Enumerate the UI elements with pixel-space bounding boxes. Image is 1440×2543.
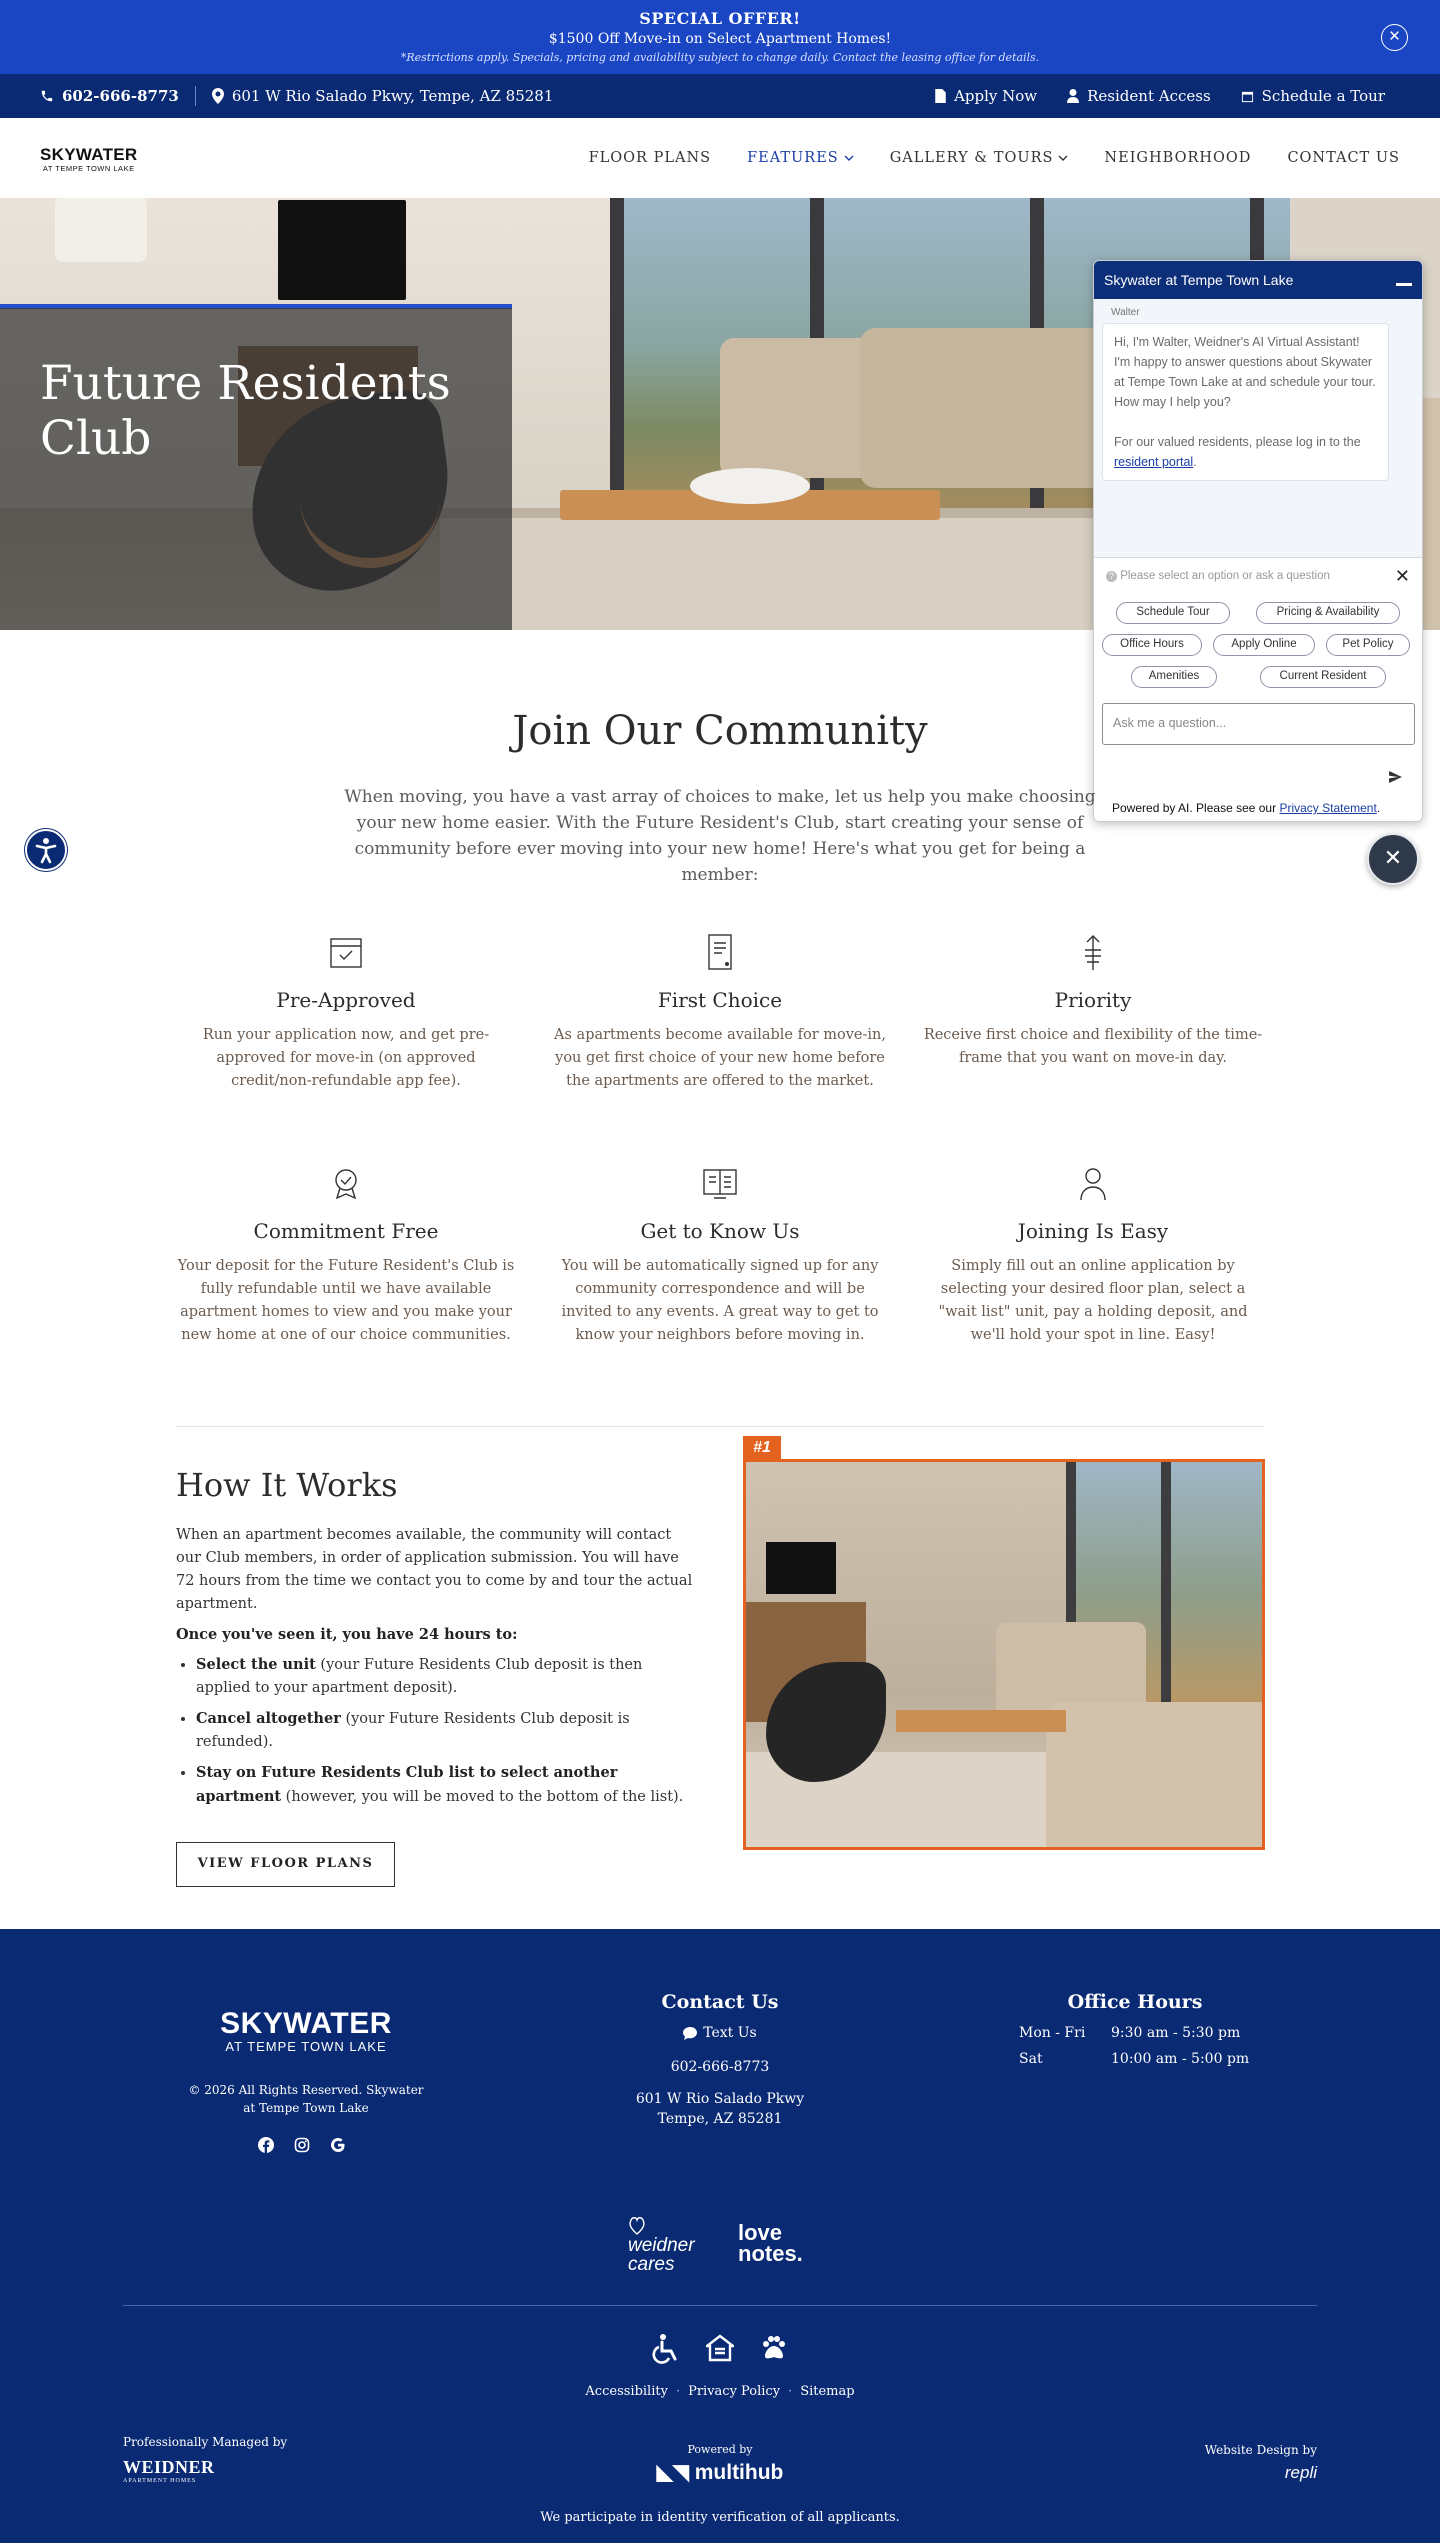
footer-phone[interactable]: 602-666-8773	[670, 2059, 770, 2075]
option-office-hours[interactable]: Office Hours	[1102, 634, 1202, 656]
how-it-works	[176, 1466, 696, 1887]
chat-agent-name: Walter	[1111, 307, 1140, 318]
feature-pre-approved: Pre-Approved Run your application now, and get pre-approved for move-in (on approved credit/non-refundable app fee).	[176, 932, 516, 1093]
resident-access-link[interactable]: Resident Access	[1067, 87, 1211, 105]
privacy-policy-link[interactable]: Privacy Policy	[688, 2384, 781, 2399]
minimize-icon[interactable]	[1396, 283, 1412, 286]
social-links	[258, 2137, 346, 2153]
option-pricing[interactable]: Pricing & Availability	[1256, 602, 1400, 624]
resident-portal-link[interactable]: resident portal	[1114, 455, 1194, 469]
nav-floor-plans[interactable]: FLOOR PLANS	[588, 150, 712, 166]
nav-gallery-tours[interactable]: GALLERY & TOURS	[890, 150, 1069, 166]
option-amenities[interactable]: Amenities	[1131, 666, 1217, 688]
utility-bar	[0, 74, 1440, 118]
calendar-check-icon	[326, 932, 366, 972]
schedule-tour-link[interactable]: Schedule a Tour	[1241, 87, 1385, 105]
option-apply-online[interactable]: Apply Online	[1213, 634, 1315, 656]
document-icon	[700, 932, 740, 972]
feature-get-to-know-us: Get to Know Us You will be automatically signed up for any community correspondence and will be invited to any events. A great way to get to know your neighbors before moving in.	[550, 1163, 890, 1347]
footer-brands	[628, 2212, 808, 2274]
document-icon	[935, 89, 946, 103]
multihub-mark-icon: ◣◥	[656, 2461, 695, 2484]
accessibility-link[interactable]: Accessibility	[585, 2384, 668, 2399]
promo-title: SPECIAL OFFER!	[639, 9, 801, 28]
footer-contact: Contact Us Text Us 602-666-8773 601 W Rio Salado Pkwy Tempe, AZ 85281	[570, 1991, 870, 2129]
site-logo[interactable]: SKYWATER AT TEMPE TOWN LAKE	[40, 145, 138, 173]
google-icon[interactable]	[330, 2137, 346, 2153]
chat-header: Skywater at Tempe Town Lake	[1094, 261, 1422, 299]
person-icon	[1073, 1163, 1113, 1203]
page-title: Future Residents Club	[40, 356, 451, 466]
multihub-logo[interactable]: ◣◥ multihub	[656, 2461, 784, 2484]
address-text: 601 W Rio Salado Pkwy, Tempe, AZ 85281	[231, 87, 554, 105]
feature-first-choice: First Choice As apartments become available for move-in, you get first choice of your new home before the apartments are offered to the market.	[550, 932, 890, 1093]
feature-priority: Priority Receive first choice and flexibility of the time-frame that you want on move-in day.	[923, 932, 1263, 1070]
site-footer	[0, 1929, 1440, 2543]
verification-notice: We participate in identity verification of all applicants.	[540, 2510, 900, 2525]
chat-options	[1094, 557, 1422, 822]
award-icon	[326, 1163, 366, 1203]
chat-disclaimer: Powered by AI. Please see our Privacy Statement.	[1112, 801, 1381, 815]
facebook-icon[interactable]	[258, 2137, 274, 2153]
section-title: Join Our Community	[512, 708, 928, 754]
privacy-statement-link[interactable]: Privacy Statement	[1279, 801, 1377, 815]
compliance-icons	[0, 2334, 1440, 2364]
address-link[interactable]	[212, 87, 554, 105]
nav-features[interactable]: FEATURES	[747, 150, 854, 166]
love-notes-logo[interactable]: love notes.	[738, 2220, 803, 2266]
priority-icon	[1073, 932, 1113, 972]
view-floor-plans-button[interactable]: VIEW FLOOR PLANS	[176, 1842, 395, 1887]
text-us-link[interactable]: Text Us	[570, 2025, 870, 2041]
question-icon: ?	[1106, 571, 1117, 582]
sitemap-link[interactable]: Sitemap	[800, 2384, 855, 2399]
main-nav	[589, 118, 1400, 198]
chat-close-button[interactable]: ✕	[1367, 833, 1419, 885]
feature-commitment-free: Commitment Free Your deposit for the Future Resident's Club is fully refundable until we have available apartment homes to view and you make your new home at one of our choice communities.	[176, 1163, 516, 1347]
chat-bubble-icon	[683, 2027, 697, 2040]
paw-icon	[760, 2334, 788, 2362]
phone-icon	[40, 89, 54, 103]
how-paragraph: When an apartment becomes available, the community will contact our Club members, in order of application submission. You will have 72 hours from the time we contact you to come by and tour the actual apartment.	[176, 1527, 693, 1612]
powered-by: Powered by ◣◥ multihub	[620, 2443, 820, 2485]
promo-subtitle: $1500 Off Move-in on Select Apartment Homes!	[548, 31, 892, 47]
community-board-icon	[700, 1163, 740, 1203]
chat-options-hint: ? Please select an option or ask a question	[1106, 570, 1330, 582]
hours-row: Mon - Fri 9:30 am - 5:30 pm	[1019, 2025, 1241, 2041]
how-list	[176, 1653, 696, 1809]
phone-link[interactable]	[40, 87, 179, 105]
footer-address[interactable]: 601 W Rio Salado Pkwy Tempe, AZ 85281	[635, 2091, 805, 2127]
send-icon[interactable]	[1389, 770, 1402, 788]
hours-row: Sat 10:00 am - 5:00 pm	[1019, 2051, 1250, 2067]
calendar-icon	[1241, 90, 1254, 103]
user-icon	[1067, 89, 1079, 103]
equal-housing-icon	[706, 2334, 734, 2362]
managed-by: Professionally Managed by WEIDNER APARTMENT HOMES	[123, 2435, 288, 2484]
option-current-resident[interactable]: Current Resident	[1260, 666, 1386, 688]
how-title: How It Works	[176, 1466, 398, 1504]
chevron-down-icon	[844, 155, 854, 161]
apartment-photo	[743, 1459, 1265, 1850]
close-icon[interactable]: ✕	[1381, 24, 1408, 51]
footer-office-hours: Office Hours Mon - Fri 9:30 am - 5:30 pm Sat 10:00 am - 5:00 pm	[1000, 1991, 1270, 2067]
apply-now-link[interactable]: Apply Now	[935, 87, 1037, 105]
list-item: • Stay on Future Residents Club list to select another apartment (however, you will be moved to the bottom of the list).	[196, 1761, 696, 1809]
rank-badge: #1	[743, 1436, 781, 1459]
repli-logo[interactable]: repli	[1284, 2463, 1317, 2482]
section-intro: When moving, you have a vast array of choices to make, let us help you make choosing your new home easier. With the Future Resident's Club, start creating your sense of community before ever moving into your new home! Here's what you get for being a member:	[344, 787, 1096, 885]
footer-links: Accessibility · Privacy Policy · Sitemap	[585, 2384, 855, 2399]
nav-contact-us[interactable]: CONTACT US	[1287, 150, 1400, 166]
divider	[176, 1426, 1264, 1427]
accessibility-icon	[27, 831, 65, 869]
footer-logo[interactable]: SKYWATER AT TEMPE TOWN LAKE	[220, 2007, 392, 2054]
nav-neighborhood[interactable]: NEIGHBORHOOD	[1104, 150, 1252, 166]
tv-illustration	[278, 200, 406, 300]
option-schedule-tour[interactable]: Schedule Tour	[1116, 602, 1230, 624]
divider	[195, 86, 196, 106]
lamp-illustration	[55, 198, 147, 262]
site-header	[0, 118, 1440, 198]
phone-number: 602-666-8773	[62, 87, 179, 105]
promo-banner	[0, 0, 1440, 74]
list-item: • Cancel altogether (your Future Residents Club deposit is refunded).	[196, 1707, 696, 1754]
weidner-logo[interactable]: WEIDNER APARTMENT HOMES	[123, 2457, 215, 2484]
divider	[123, 2305, 1317, 2306]
chevron-down-icon	[1058, 155, 1068, 161]
chat-input[interactable]: Ask me a question...	[1102, 703, 1415, 745]
chat-messages	[1094, 299, 1422, 557]
copyright: © 2026 All Rights Reserved. Skywater at Tempe Town Lake	[188, 2083, 424, 2115]
map-pin-icon	[212, 88, 224, 104]
design-by: Website Design by repli	[1204, 2443, 1317, 2482]
chat-message: Hi, I'm Walter, Weidner's AI Virtual Assistant! I'm happy to answer questions about Skywater at Tempe Town Lake at and schedule your tour. How may I help you? For our valued residents, please log in to the resident portal.	[1102, 323, 1389, 481]
feature-joining-is-easy: Joining Is Easy Simply fill out an online application by selecting your desired floor plan, select a "wait list" unit, pay a holding deposit, and we'll hold your spot in line. Easy!	[923, 1163, 1263, 1347]
instagram-icon[interactable]	[294, 2137, 310, 2153]
accessibility-button[interactable]	[25, 829, 67, 871]
how-subheading: Once you've seen it, you have 24 hours to:	[176, 1626, 518, 1643]
wheelchair-icon	[652, 2334, 680, 2364]
heart-icon	[628, 2212, 646, 2236]
weidner-cares-logo[interactable]: weidner cares	[628, 2212, 712, 2274]
option-pet-policy[interactable]: Pet Policy	[1326, 634, 1410, 656]
promo-disclaimer: *Restrictions apply. Specials, pricing and availability subject to change daily. Contact the leasing office for details.	[400, 51, 1040, 64]
close-icon[interactable]: ✕	[1394, 566, 1410, 586]
list-item: • Select the unit (your Future Residents Club deposit is then applied to your apartment deposit).	[196, 1653, 696, 1700]
